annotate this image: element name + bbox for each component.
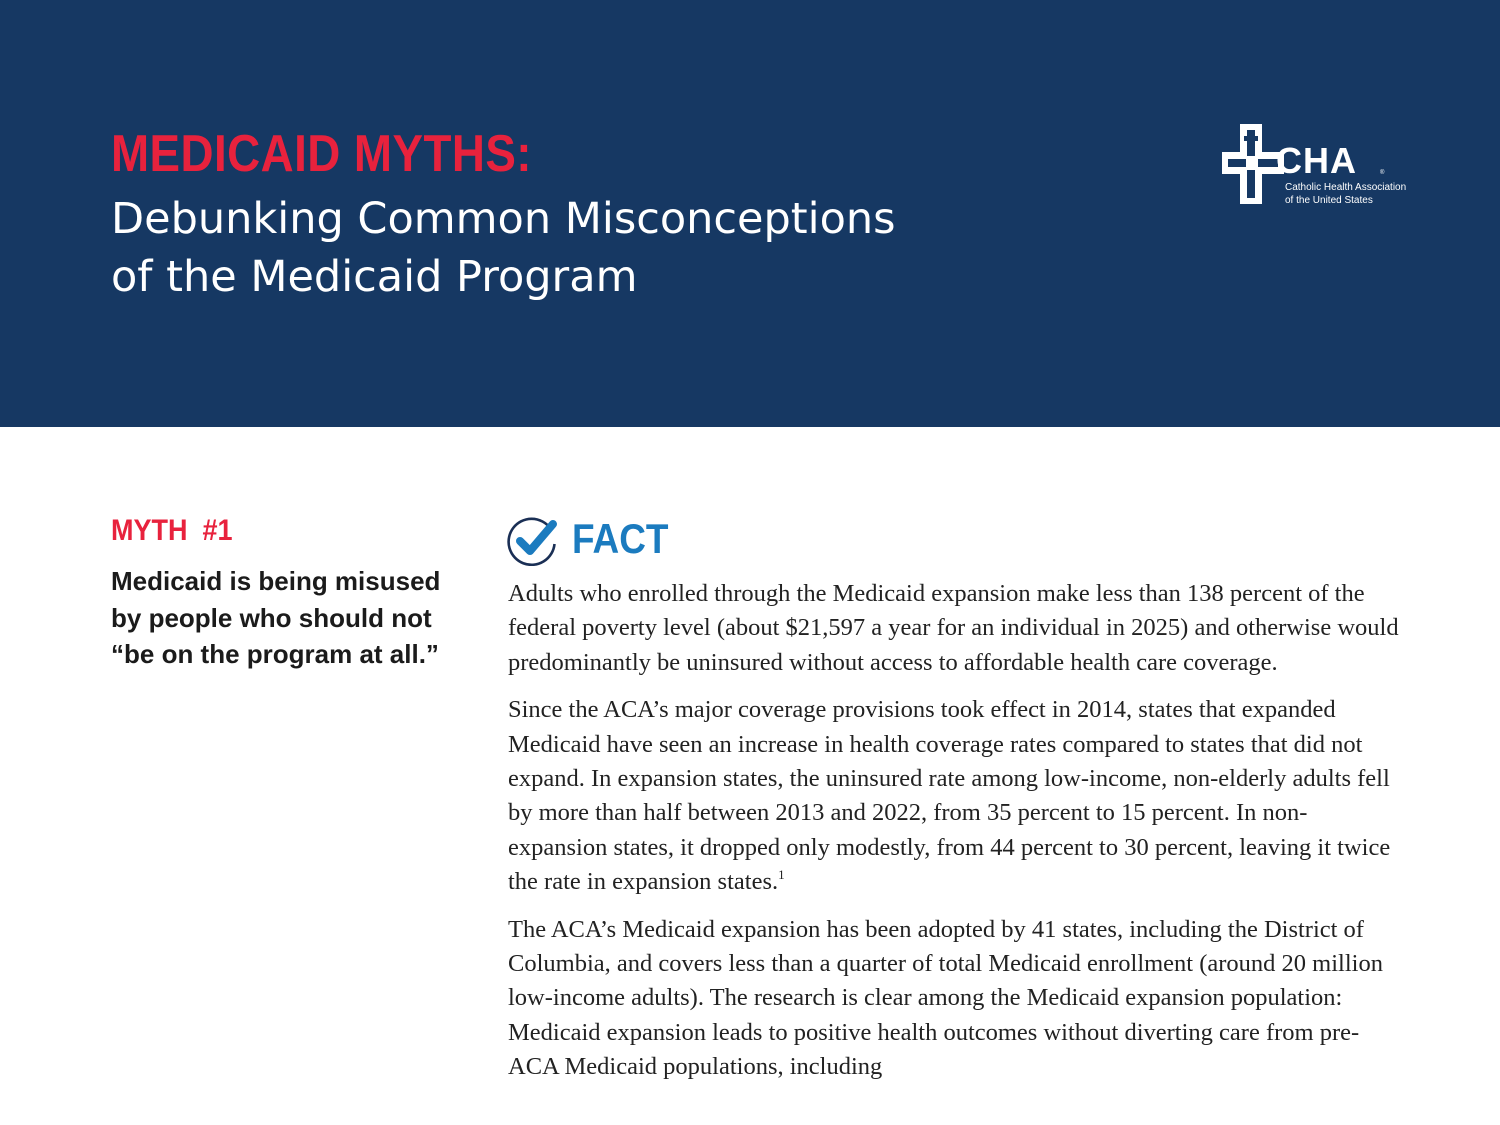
myth-statement: Medicaid is being misused by people who should not “be on the program at all.” xyxy=(111,566,441,669)
footnote-reference: 1 xyxy=(778,867,785,883)
logo-org-name-line-1: Catholic Health Association xyxy=(1285,182,1407,193)
fact-paragraph-2 xyxy=(508,693,1403,899)
cha-logo xyxy=(1220,122,1420,208)
fact-paragraph-1: Adults who enrolled through the Medicaid expansion make less than 138 percent of the federal poverty level (about $21,597 a year for an individual in 2025) and otherwise would predominantly be uninsured without access to affordable health care coverage. xyxy=(508,580,1399,676)
checkmark-circle-icon xyxy=(506,514,558,566)
subtitle-line-1: Debunking Common Misconceptions xyxy=(111,194,896,244)
page-title: MEDICAID MYTHS: xyxy=(111,125,532,183)
header-banner xyxy=(0,0,1500,427)
myth-label: MYTH #1 xyxy=(111,514,233,547)
fact-paragraph-2-text: Since the ACA’s major coverage provisions took effect in 2014, states that expanded Medicaid have seen an increase in health coverage rates compared to states that did not expand. In expansion states, the uninsured rate among low-income, non-elderly adults fell by more than half between 2013 and 2022, from 35 percent to 15 percent. In non-expansion states, it dropped only modestly, from 44 percent to 30 percent, leaving it twice the rate in expansion states. xyxy=(508,696,1391,896)
logo-org-name-line-2: of the United States xyxy=(1285,195,1373,206)
logo-wordmark: CHA xyxy=(1276,140,1357,181)
fact-body xyxy=(508,577,1403,1098)
fact-label: FACT xyxy=(572,515,669,562)
logo-registered-mark: ® xyxy=(1380,170,1385,176)
subtitle-line-2: of the Medicaid Program xyxy=(111,252,638,302)
fact-paragraph-3: The ACA’s Medicaid expansion has been adopted by 41 states, including the District of Columbia, and covers less than a quarter of total Medicaid enrollment (around 20 million low-income adults). The research is clear among the Medicaid expansion population: Medicaid expansion leads to positive health outcomes without diverting care from pre-ACA Medicaid populations, including xyxy=(508,915,1383,1081)
page-subtitle xyxy=(111,190,1011,306)
